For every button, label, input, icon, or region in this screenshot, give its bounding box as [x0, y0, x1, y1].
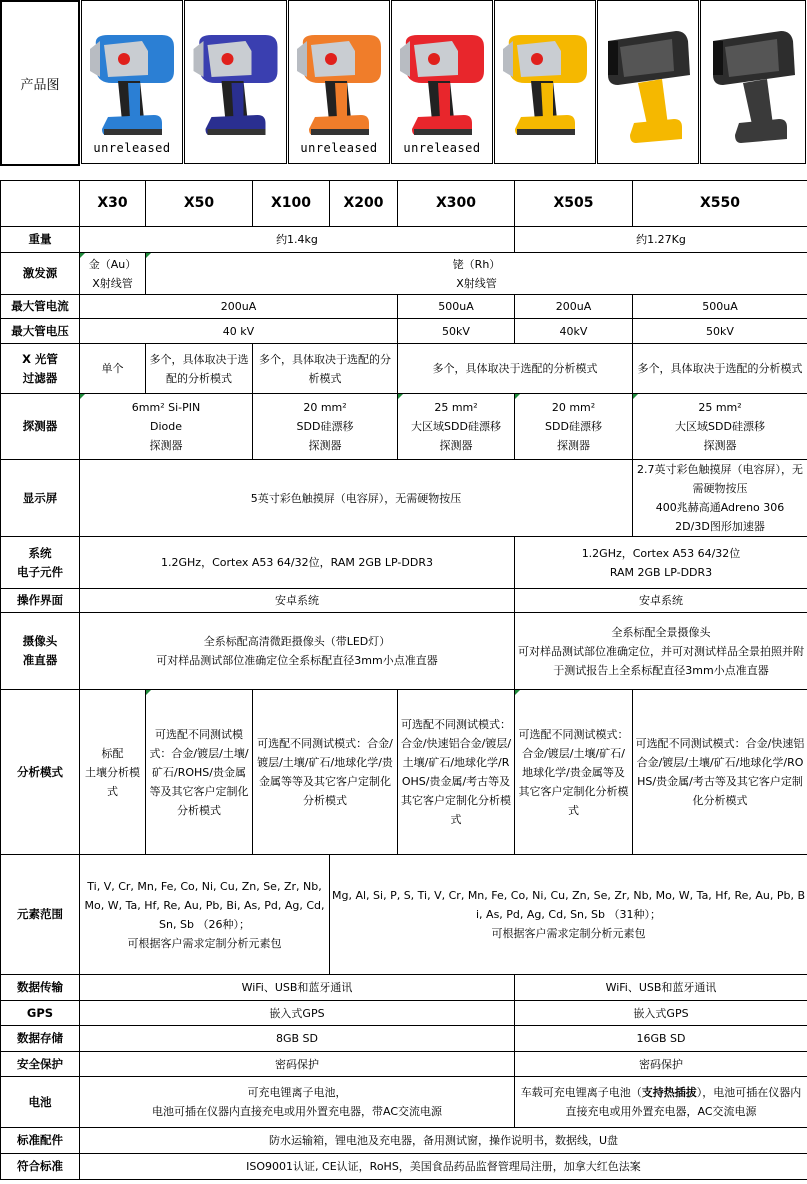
row-head-camera: 摄像头 准直器	[1, 613, 80, 690]
xrf-analyzer-icon	[495, 1, 596, 164]
xrf-analyzer-icon	[289, 1, 390, 164]
voltage-value-c: 40kV	[515, 319, 633, 344]
accessories-row	[1, 1128, 807, 1154]
current-value-b: 500uA	[398, 295, 515, 319]
elements-value-b: Mg, Al, Si, P, S, Ti, V, Cr, Mn, Fe, Co, Ni, Cu, Zn, Se, Zr, Nb, Mo, W, Ta, Hf, Re, Au, Pb, Bi, As, Pd, Ag, Cd, Sn, Sb （31种）； 可根据客户需求定制分析元素包	[330, 855, 807, 975]
security-value-b: 密码保护	[515, 1052, 807, 1077]
filter-row	[1, 344, 807, 394]
gps-value-b: 嵌入式GPS	[515, 1001, 807, 1026]
product-image-cell	[494, 0, 596, 164]
battery-value-a: 可充电锂离子电池， 电池可插在仪器内直接充电或用外置充电器，带AC交流电源	[80, 1077, 515, 1128]
current-value-d: 500uA	[633, 295, 807, 319]
camera-value-a: 全系标配高清微距摄像头（带LED灯） 可对样品测试部位准确定位全系标配直径3mm小点准直器	[80, 613, 515, 690]
product-caption: unreleased	[403, 141, 481, 155]
gps-row	[1, 1001, 807, 1026]
battery-b-post: ），电池可插在仪器内直接充电或用外置充电器，AC交流电源	[565, 1086, 802, 1118]
xrf-analyzer-icon	[185, 1, 287, 164]
product-caption: unreleased	[300, 141, 378, 155]
row-head-display: 显示屏	[1, 460, 80, 537]
voltage-value-d: 50kV	[633, 319, 807, 344]
os-row	[1, 589, 807, 613]
weight-value-a: 约1.4kg	[80, 227, 515, 253]
storage-row	[1, 1026, 807, 1052]
product-image-cell	[81, 0, 183, 164]
model-x30: X30	[80, 181, 146, 227]
mode-value-f: 可选配不同测试模式：合金/快速铝合金/镀层/土壤/矿石/地球化学/ROHS/贵金属/考古等及其它客户定制化分析模式	[633, 690, 807, 855]
row-head-security: 安全保护	[1, 1052, 80, 1077]
row-head-system: 系统 电子元件	[1, 537, 80, 589]
os-value-b: 安卓系统	[515, 589, 807, 613]
detector-value-e: 25 mm² 大区域SDD硅漂移 探测器	[633, 394, 807, 460]
model-x505: X505	[515, 181, 633, 227]
mode-row	[1, 690, 807, 855]
security-value-a: 密码保护	[80, 1052, 515, 1077]
corner-cell	[1, 181, 80, 227]
row-head-detector: 探测器	[1, 394, 80, 460]
filter-value-b: 多个，具体取决于选配的分析模式	[146, 344, 253, 394]
battery-b-hotswap: 支持热插拔	[641, 1086, 697, 1099]
detector-value-c: 25 mm² 大区域SDD硅漂移 探测器	[398, 394, 515, 460]
row-head-battery: 电池	[1, 1077, 80, 1128]
product-image-cell	[700, 0, 806, 164]
mode-value-a: 标配 土壤分析模式	[80, 690, 146, 855]
standards-row	[1, 1154, 807, 1180]
xrf-analyzer-icon	[82, 1, 183, 164]
source-value-a: 金（Au） X射线管	[80, 253, 146, 295]
row-head-current: 最大管电流	[1, 295, 80, 319]
camera-row	[1, 613, 807, 690]
detector-value-a: 6mm² Si-PIN Diode 探测器	[80, 394, 253, 460]
voltage-value-b: 50kV	[398, 319, 515, 344]
current-row	[1, 295, 807, 319]
product-image-cell	[597, 0, 699, 164]
model-x100: X100	[253, 181, 330, 227]
row-head-weight: 重量	[1, 227, 80, 253]
weight-value-b: 约1.27Kg	[515, 227, 807, 253]
transfer-value-b: WiFi、USB和蓝牙通讯	[515, 975, 807, 1001]
mode-value-c: 可选配不同测试模式：合金/镀层/土壤/矿石/地球化学/贵金属等等及其它客户定制化分析模式	[253, 690, 398, 855]
display-value-a: 5英寸彩色触摸屏（电容屏），无需硬物按压	[80, 460, 633, 537]
filter-value-d: 多个，具体取决于选配的分析模式	[398, 344, 633, 394]
row-head-storage: 数据存储	[1, 1026, 80, 1052]
row-head-elements: 元素范围	[1, 855, 80, 975]
detector-value-d: 20 mm² SDD硅漂移 探测器	[515, 394, 633, 460]
row-head-accessories: 标准配件	[1, 1128, 80, 1154]
gps-value-a: 嵌入式GPS	[80, 1001, 515, 1026]
xrf-analyzer-icon	[392, 1, 493, 164]
security-row	[1, 1052, 807, 1077]
storage-value-b: 16GB SD	[515, 1026, 807, 1052]
mode-value-b: 可选配不同测试模式：合金/镀层/土壤/矿石/ROHS/贵金属等及其它客户定制化分析模式	[146, 690, 253, 855]
standards-value: ISO9001认证, CE认证，RoHS，美国食品药品监督管理局注册，加拿大红色法案	[80, 1154, 807, 1180]
current-value-a: 200uA	[80, 295, 398, 319]
product-image-row	[0, 0, 807, 166]
filter-value-e: 多个，具体取决于选配的分析模式	[633, 344, 807, 394]
row-head-mode: 分析模式	[1, 690, 80, 855]
system-row	[1, 537, 807, 589]
model-x200: X200	[330, 181, 398, 227]
elements-row	[1, 855, 807, 975]
detector-value-b: 20 mm² SDD硅漂移 探测器	[253, 394, 398, 460]
elements-value-a: Ti, V, Cr, Mn, Fe, Co, Ni, Cu, Zn, Se, Zr, Nb, Mo, W, Ta, Hf, Re, Au, Pb, Bi, As, Pd, Ag, Cd, Sn, Sb （26种）； 可根据客户需求定制分析元素包	[80, 855, 330, 975]
mode-value-d: 可选配不同测试模式：合金/快速铝合金/镀层/土壤/矿石/地球化学/ROHS/贵金属/考古等及其它客户定制化分析模式	[398, 690, 515, 855]
source-row	[1, 253, 807, 295]
battery-value-b	[515, 1077, 807, 1128]
source-value-b: 铑（Rh） X射线管	[146, 253, 807, 295]
mode-value-e: 可选配不同测试模式：合金/镀层/土壤/矿石/地球化学/贵金属等及其它客户定制化分析模式	[515, 690, 633, 855]
row-head-transfer: 数据传输	[1, 975, 80, 1001]
voltage-row	[1, 319, 807, 344]
system-value-a: 1.2GHz，Cortex A53 64/32位，RAM 2GB LP-DDR3	[80, 537, 515, 589]
battery-b-pre: 车载可充电锂离子电池（	[520, 1086, 642, 1099]
display-value-b: 2.7英寸彩色触摸屏（电容屏），无需硬物按压 400兆赫高通Adreno 306 2D/3D图形加速器	[633, 460, 807, 537]
product-image-cell	[391, 0, 493, 164]
row-head-os: 操作界面	[1, 589, 80, 613]
model-x50: X50	[146, 181, 253, 227]
transfer-value-a: WiFi、USB和蓝牙通讯	[80, 975, 515, 1001]
row-head-gps: GPS	[1, 1001, 80, 1026]
transfer-row	[1, 975, 807, 1001]
model-x300: X300	[398, 181, 515, 227]
filter-value-a: 单个	[80, 344, 146, 394]
display-row	[1, 460, 807, 537]
product-caption: unreleased	[93, 141, 171, 155]
os-value-a: 安卓系统	[80, 589, 515, 613]
row-head-filter: X 光管 过滤器	[1, 344, 80, 394]
row-head-standards: 符合标准	[1, 1154, 80, 1180]
xrf-analyzer-icon	[701, 1, 806, 164]
model-x550: X550	[633, 181, 807, 227]
product-image-label: 产品图	[0, 0, 80, 166]
xrf-analyzer-icon	[598, 1, 699, 164]
product-image-cell	[184, 0, 287, 164]
weight-row	[1, 227, 807, 253]
model-header-row	[1, 181, 807, 227]
spec-table	[0, 180, 807, 1180]
accessories-value: 防水运输箱，锂电池及充电器，备用测试窗，操作说明书，数据线，U盘	[80, 1128, 807, 1154]
filter-value-c: 多个，具体取决于选配的分析模式	[253, 344, 398, 394]
current-value-c: 200uA	[515, 295, 633, 319]
product-image-cell	[288, 0, 390, 164]
detector-row	[1, 394, 807, 460]
voltage-value-a: 40 kV	[80, 319, 398, 344]
row-head-source: 激发源	[1, 253, 80, 295]
camera-value-b: 全系标配全景摄像头 可对样品测试部位准确定位，并可对测试样品全景拍照并附于测试报告上全系标配直径3mm小点准直器	[515, 613, 807, 690]
battery-row	[1, 1077, 807, 1128]
system-value-b: 1.2GHz，Cortex A53 64/32位 RAM 2GB LP-DDR3	[515, 537, 807, 589]
row-head-voltage: 最大管电压	[1, 319, 80, 344]
storage-value-a: 8GB SD	[80, 1026, 515, 1052]
